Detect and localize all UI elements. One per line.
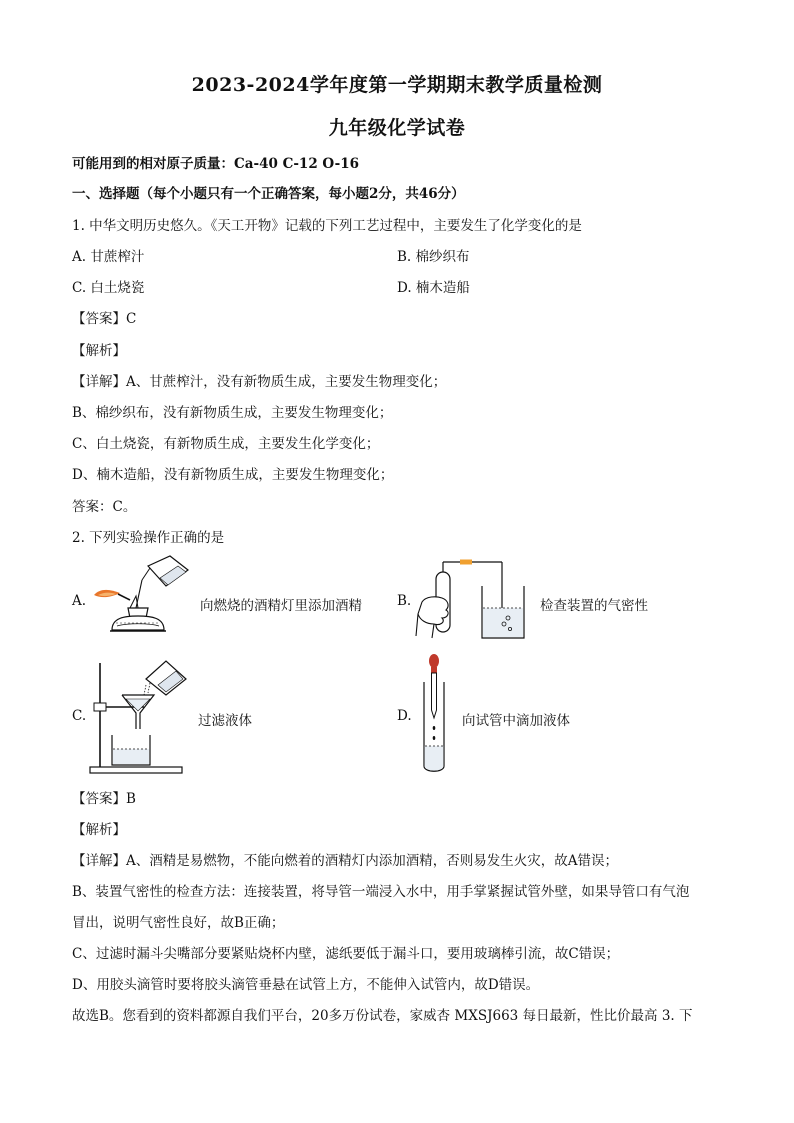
q2-explanation-line: C、过滤时漏斗尖嘴部分要紧贴烧杯内壁，滤纸要低于漏斗口，要用玻璃棒引流，故C错误；	[72, 946, 620, 962]
rubber-tube	[460, 560, 472, 565]
q1-stem: 1. 中华文明历史悠久。《天工开物》记载的下列工艺过程中，主要发生了化学变化的是	[72, 218, 582, 234]
q2-option-d-caption: 向试管中滴加液体	[462, 713, 570, 729]
q1-explanation-line: C、白土烧瓷，有新物质生成，主要发生化学变化；	[72, 436, 380, 452]
q1-option-b: B. 棉纱织布	[397, 249, 470, 265]
q2-option-c-letter: C.	[72, 708, 87, 724]
q2-explanation-line: 故选B。您看到的资料都源自我们平台，20多万份试卷，家威杏 MXSJ663 每日最新，性比价最高 3. 下	[72, 1008, 693, 1024]
q2-explanation-line: B、装置气密性的检查方法：连接装置，将导管一端浸入水中，用手掌紧握试管外壁，如果导管口有气泡	[72, 884, 690, 900]
q1-answer: 【答案】C	[72, 311, 137, 327]
q2-option-b-letter: B.	[397, 593, 412, 609]
q1-option-d: D. 楠木造船	[397, 280, 470, 296]
q2-stem: 2. 下列实验操作正确的是	[72, 530, 225, 546]
q1-explanation-line: D、楠木造船，没有新物质生成，主要发生物理变化；	[72, 467, 394, 483]
q2-analysis-tag: 【解析】	[72, 822, 126, 838]
exam-title: 2023-2024学年度第一学期期末教学质量检测	[191, 74, 603, 96]
atomic-mass-note: 可能用到的相对原子质量：Ca-40 C-12 O-16	[72, 156, 360, 172]
q1-explanation-line: 答案：C。	[72, 499, 137, 515]
q2-option-b-caption: 检查装置的气密性	[540, 598, 648, 614]
q2-explanation-line: 【详解】A、酒精是易燃物，不能向燃着的酒精灯内添加酒精，否则易发生火灾，故A错误；	[72, 853, 618, 869]
filtration-figure	[88, 657, 190, 775]
exam-subtitle: 九年级化学试卷	[328, 117, 466, 139]
airtightness-figure	[412, 558, 532, 643]
q1-option-c: C. 白土烧瓷	[72, 280, 145, 296]
q2-option-d-letter: D.	[397, 708, 412, 724]
q2-explanation-line: 冒出，说明气密性良好，故B正确；	[72, 915, 285, 931]
q1-analysis-tag: 【解析】	[72, 343, 126, 359]
section-heading: 一、选择题（每个小题只有一个正确答案，每小题2分，共46分）	[72, 186, 465, 202]
q2-option-a-caption: 向燃烧的酒精灯里添加酒精	[200, 598, 362, 614]
hand-icon	[418, 597, 448, 625]
dropper-figure	[418, 652, 452, 776]
q2-option-a-letter: A.	[72, 593, 87, 609]
q2-option-c-caption: 过滤液体	[198, 713, 252, 729]
q1-explanation-line: B、棉纱织布，没有新物质生成，主要发生物理变化；	[72, 405, 393, 421]
q2-answer: 【答案】B	[72, 791, 136, 807]
dropper-bulb-icon	[429, 654, 439, 668]
alcohol-lamp-figure	[90, 552, 195, 642]
q1-option-a: A. 甘蔗榨汁	[72, 249, 145, 265]
q2-explanation-line: D、用胶头滴管时要将胶头滴管垂悬在试管上方，不能伸入试管内，故D错误。	[72, 977, 540, 993]
q1-explanation-line: 【详解】A、甘蔗榨汁，没有新物质生成，主要发生物理变化；	[72, 374, 447, 390]
